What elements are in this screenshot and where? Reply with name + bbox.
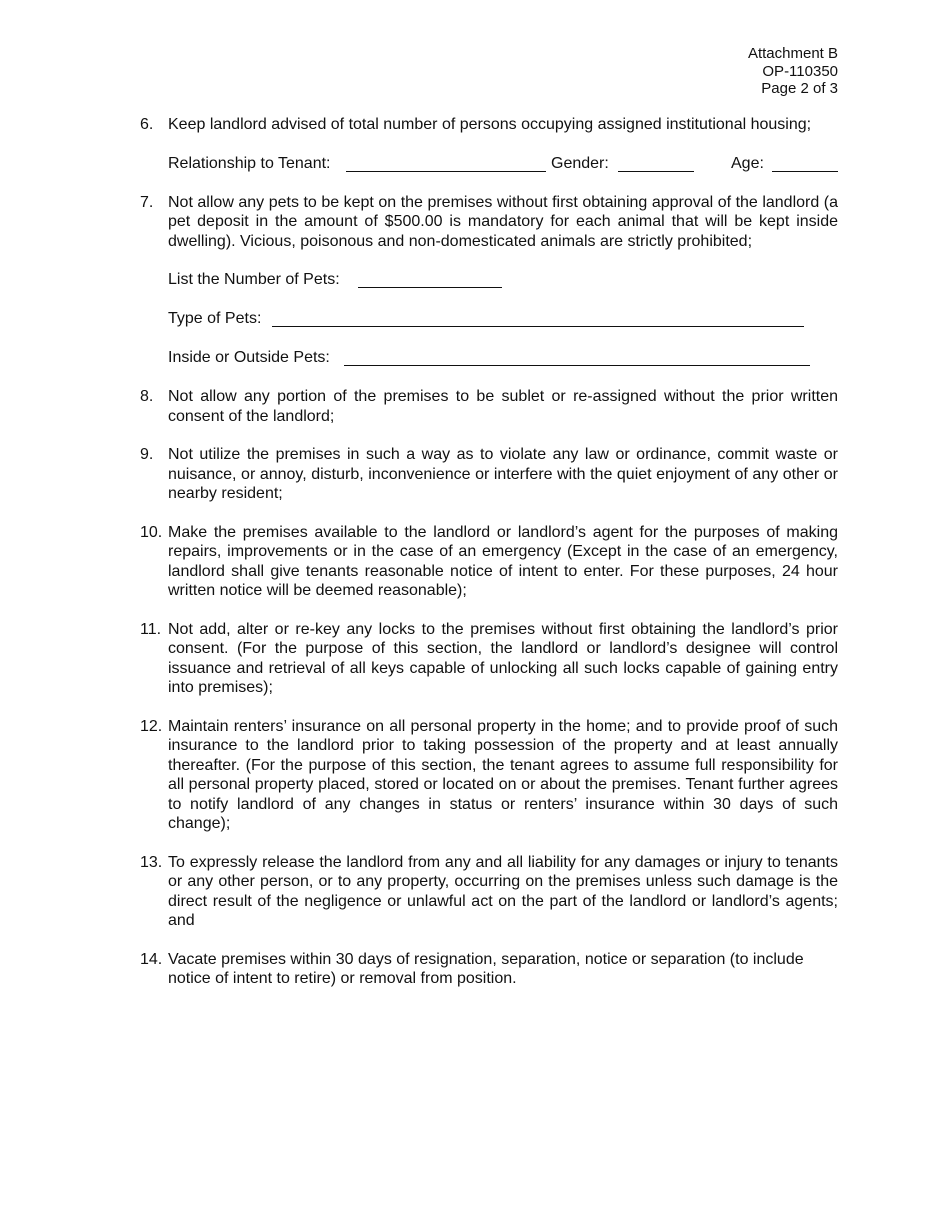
item-number: 13.	[140, 853, 163, 871]
age-label: Age:	[731, 154, 764, 172]
item-number: 9.	[140, 446, 154, 463]
gender-label: Gender:	[551, 154, 609, 172]
list-item-10	[140, 523, 838, 601]
item-number: 7.	[140, 193, 154, 211]
item-text: Not utilize the premises in such a way as to violate any law or ordinance, commit waste or nuisance, or annoy, disturb, inconvenience or interfere with the quiet enjoyment of any other or nearby resident;	[168, 446, 838, 502]
item-number: 10.	[140, 523, 163, 541]
pets-number-row	[168, 270, 838, 290]
number-of-pets-field[interactable]	[358, 273, 502, 288]
list-item-9	[140, 445, 838, 504]
item-text: Not allow any portion of the premises to be sublet or re-assigned without the prior written consent of the landlord;	[168, 388, 838, 425]
item-text: Vacate premises within 30 days of resignation, separation, notice or separation (to include notice of intent to retire) or removal from position.	[168, 950, 804, 987]
item-text: Keep landlord advised of total number of persons occupying assigned institutional housing;	[168, 116, 812, 133]
item-text: Make the premises available to the landlord or landlord’s agent for the purposes of making repairs, improvements or in the case of an emergency (Except in the case of an emergency, landlord shall give tenants reasonable notice of intent to enter. For these purposes, 24 hour written notice will be deemed reasonable);	[168, 523, 838, 599]
inside-outside-label: Inside or Outside Pets:	[168, 349, 330, 366]
list-item-11	[140, 620, 838, 698]
relationship-label: Relationship to Tenant:	[168, 154, 331, 172]
item-number: 8.	[140, 388, 154, 405]
type-of-pets-field[interactable]	[272, 312, 804, 327]
list-item-7	[140, 193, 838, 369]
page-number: Page 2 of 3	[761, 80, 838, 97]
age-field[interactable]	[772, 157, 838, 172]
number-of-pets-label: List the Number of Pets:	[168, 271, 340, 288]
relationship-field[interactable]	[346, 157, 546, 172]
occupant-fields	[168, 154, 838, 174]
document-header	[748, 45, 838, 98]
pets-location-row	[168, 348, 838, 368]
list-item-12	[140, 717, 838, 834]
list-item-8	[140, 387, 838, 426]
terms-list	[140, 115, 838, 1008]
inside-outside-field[interactable]	[344, 351, 810, 366]
form-number: OP-110350	[762, 62, 838, 80]
list-item-13	[140, 853, 838, 931]
item-text: To expressly release the landlord from any and all liability for any damages or injury to tenants or any other person, or to any property, occurring on the premises unless such damage is the direct result of the negligence or unlawful act on the part of the landlord or landlord’s agents; and	[168, 853, 838, 929]
list-item-6	[140, 115, 838, 174]
item-number: 6.	[140, 116, 154, 133]
item-text: Maintain renters’ insurance on all personal property in the home; and to provide proof of such insurance to the landlord prior to taking possession of the property and at least annually thereafter. (For the purpose of this section, the tenant agrees to assume full responsibility for all personal property placed, stored or located on or about the premises. Tenant further agrees to notify landlord of any changes in status or renters’ insurance within 30 days of such change);	[168, 717, 838, 832]
pets-type-row	[168, 309, 838, 329]
item-number: 12.	[140, 717, 163, 735]
item-number: 11.	[140, 620, 162, 638]
item-text: Not add, alter or re-key any locks to the premises without first obtaining the landlord’s prior consent. (For the purpose of this section, the landlord or landlord’s designee will control issuance and retrieval of all keys capable of unlocking all such locks capable of gaining entry into premises);	[168, 620, 838, 696]
gender-field[interactable]	[618, 157, 694, 172]
item-text: Not allow any pets to be kept on the premises without first obtaining approval of the landlord (a pet deposit in the amount of $500.00 is mandatory for each animal that will be kept inside dwelling). Vicious, poisonous and non-domesticated animals are strictly prohibited;	[168, 193, 838, 250]
list-item-14	[140, 950, 838, 989]
item-number: 14.	[140, 950, 163, 968]
type-of-pets-label: Type of Pets:	[168, 310, 262, 327]
attachment-label: Attachment B	[747, 45, 838, 62]
